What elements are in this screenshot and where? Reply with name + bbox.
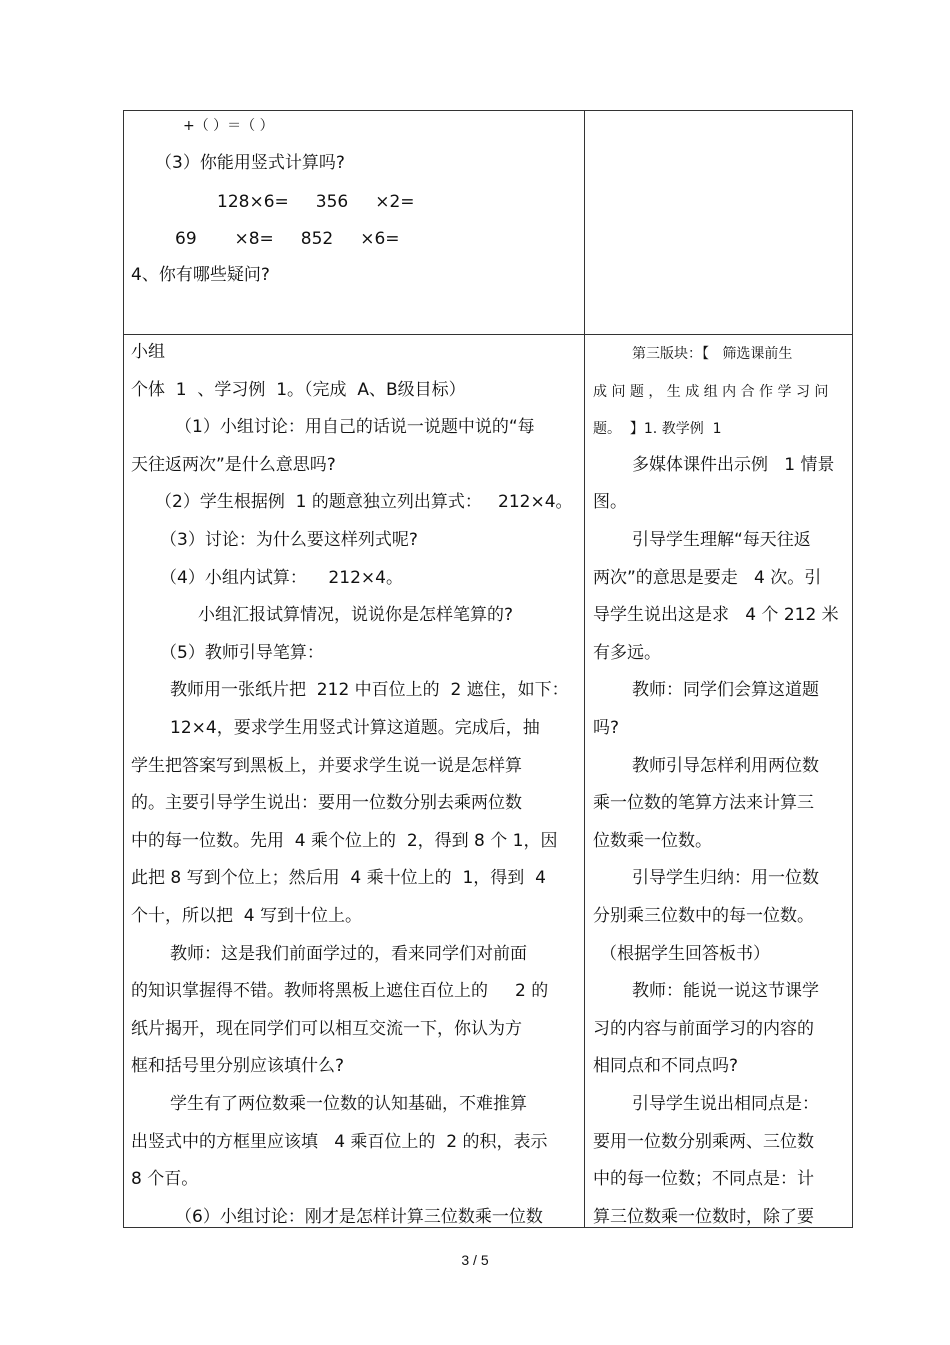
right-paragraph-line: 图。 [593, 492, 627, 512]
exercise-row-1: 128×6= 356 ×2= [217, 192, 415, 212]
right-paragraph-line: 要用一位数分别乘两、三位数 [593, 1132, 814, 1152]
right-paragraph-line: 两次”的意思是要走 4 次。引 [593, 568, 822, 588]
right-paragraph-line: 引导学生说出相同点是： [632, 1094, 819, 1114]
exercise-row-2: 69 ×8= 852 ×6= [175, 229, 400, 249]
left-paragraph-line: 学生把答案写到黑板上，并要求学生说一说是怎样算 [131, 756, 522, 776]
left-paragraph-line: 个体 1 、学习例 1。（完成 A、B级目标） [131, 380, 466, 400]
right-paragraph-line: 引导学生归纳：用一位数 [632, 868, 819, 888]
right-paragraph-line: 习的内容与前面学习的内容的 [593, 1019, 814, 1039]
left-paragraph-line: （2）学生根据例 1 的题意独立列出算式： 212×4。 [155, 492, 573, 512]
left-paragraph-line: （1）小组讨论：用自己的话说一说题中说的“每 [175, 417, 535, 437]
right-paragraph-line: 教师：能说一说这节课学 [632, 981, 819, 1001]
right-paragraph-line: 中的每一位数；不同点是：计 [593, 1169, 814, 1189]
right-paragraph-line: 相同点和不同点吗? [593, 1056, 739, 1076]
left-paragraph-line: 教师用一张纸片把 212 中百位上的 2 遮住，如下： [170, 680, 569, 700]
left-paragraph-line: 8 个百。 [131, 1169, 199, 1189]
right-paragraph-line: 吗? [593, 718, 620, 738]
left-paragraph-line: 中的每一位数。先用 4 乘个位上的 2，得到 8 个 1，因 [131, 831, 558, 851]
left-paragraph-line: （5）教师引导笔算： [160, 643, 324, 663]
left-paragraph-line: 的。主要引导学生说出：要用一位数分别去乘两位数 [131, 793, 522, 813]
right-paragraph-line: 多媒体课件出示例 1 情景 [632, 455, 835, 475]
left-paragraph-line: 天往返两次”是什么意思吗? [131, 455, 336, 475]
questions-prompt: 4、你有哪些疑问? [131, 265, 270, 285]
right-paragraph-line: 教师引导怎样利用两位数 [632, 756, 819, 776]
left-paragraph-line: （4）小组内试算： 212×4。 [160, 568, 403, 588]
page-number: 3 / 5 [461, 1252, 489, 1268]
left-paragraph-line: （6）小组讨论：刚才是怎样计算三位数乘一位数 [175, 1207, 543, 1227]
right-paragraph-line: 成 问 题 ， 生 成 组 内 合 作 学 习 问 [593, 384, 829, 400]
right-paragraph-line: （根据学生回答板书） [600, 944, 770, 964]
left-paragraph-line: 教师：这是我们前面学过的，看来同学们对前面 [170, 944, 527, 964]
right-paragraph-line: 第三版块：【 筛选课前生 [632, 346, 793, 362]
right-paragraph-line: 导学生说出这是求 4 个 212 米 [593, 605, 839, 625]
right-paragraph-line: 分别乘三位数中的每一位数。 [593, 906, 814, 926]
left-paragraph-line: 框和括号里分别应该填什么? [131, 1056, 345, 1076]
vertical-calc-question: （3）你能用竖式计算吗? [155, 153, 345, 173]
left-paragraph-line: 12×4，要求学生用竖式计算这道题。完成后，抽 [170, 718, 540, 738]
right-paragraph-line: 位数乘一位数。 [593, 831, 712, 851]
right-paragraph-line: 乘一位数的笔算方法来计算三 [593, 793, 814, 813]
right-paragraph-line: 教师：同学们会算这道题 [632, 680, 819, 700]
row-divider [124, 334, 852, 335]
left-paragraph-line: 出竖式中的方框里应该填 4 乘百位上的 2 的积，表示 [131, 1132, 548, 1152]
right-paragraph-line: 算三位数乘一位数时，除了要 [593, 1207, 814, 1227]
column-divider [584, 111, 585, 1227]
left-paragraph-line: 小组 [131, 342, 165, 362]
left-paragraph-line: 个十，所以把 4 写到十位上。 [131, 906, 363, 926]
left-paragraph-line: 纸片揭开，现在同学们可以相互交流一下，你认为方 [131, 1019, 522, 1039]
right-paragraph-line: 题。 】1. 教学例 1 [593, 421, 722, 437]
right-paragraph-line: 有多远。 [593, 643, 661, 663]
left-paragraph-line: 此把 8 写到个位上；然后用 4 乘十位上的 1，得到 4 [131, 868, 546, 888]
left-paragraph-line: 学生有了两位数乘一位数的认知基础，不难推算 [170, 1094, 527, 1114]
blank-equation: +（ ）＝（ ） [183, 118, 274, 134]
left-paragraph-line: （3）讨论：为什么要这样列式呢? [160, 530, 418, 550]
left-paragraph-line: 的知识掌握得不错。教师将黑板上遮住百位上的 2 的 [131, 981, 549, 1001]
left-paragraph-line: 小组汇报试算情况，说说你是怎样笔算的? [198, 605, 514, 625]
right-paragraph-line: 引导学生理解“每天往返 [632, 530, 811, 550]
